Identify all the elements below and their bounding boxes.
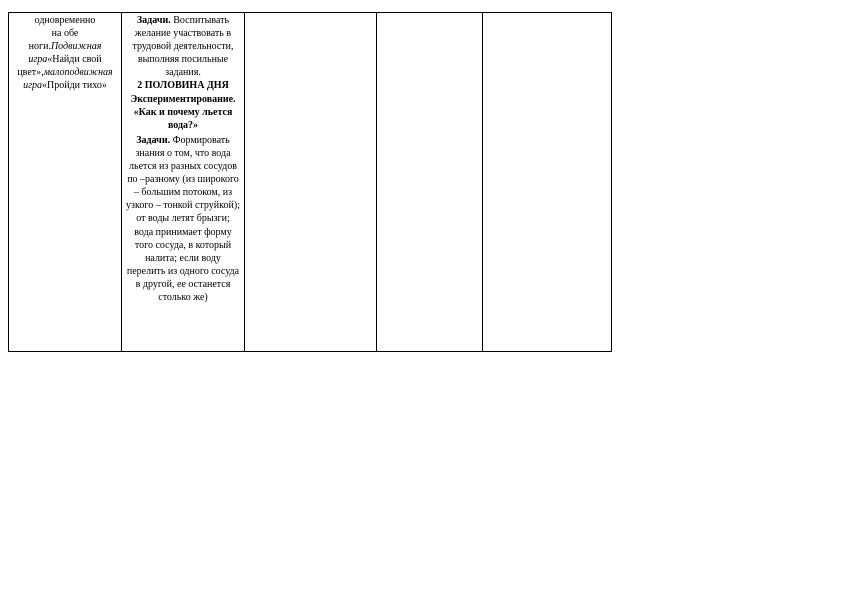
tasks-paragraph: [126, 14, 240, 79]
experiment-title: Экспериментирование. «Как и почему льется вода?»: [130, 93, 236, 131]
table-row: [9, 13, 612, 352]
text-line: ноги.: [28, 41, 51, 53]
text-line: на обе: [51, 28, 79, 40]
tasks-text: Воспитывать желание участвовать в трудовой деятельности, выполняя посильные задания.: [132, 15, 234, 79]
cell-activities: [9, 13, 122, 352]
game-type-label: Подвижная игра: [28, 41, 102, 66]
tasks-label: Задачи.: [136, 134, 171, 146]
cell-empty-4: [377, 13, 483, 352]
game-type-label: малоподвижная игра: [23, 67, 113, 92]
cell-tasks: [122, 13, 245, 352]
tasks-text: Формировать знания о том, что вода льется из разных сосудов по –разному (из широкого – большим потоком, из узкого – тонкой струйкой); от воды летят брызги; вода принимает форму того сосуда, в который налита; если воду перелить из одного сосуда в другой, ее останется столько же): [126, 134, 240, 303]
plan-table: [8, 12, 612, 352]
tasks-paragraph: [126, 134, 240, 304]
tasks-label: Задачи.: [136, 15, 171, 26]
game-name: «Найди свой цвет»,: [17, 54, 102, 79]
cell-empty-5: [483, 13, 612, 352]
cell-empty-3: [245, 13, 377, 352]
game-name: «Пройди тихо»: [42, 80, 107, 92]
text-line: одновременно: [34, 15, 96, 26]
section-title: 2 ПОЛОВИНА ДНЯ: [137, 80, 229, 92]
